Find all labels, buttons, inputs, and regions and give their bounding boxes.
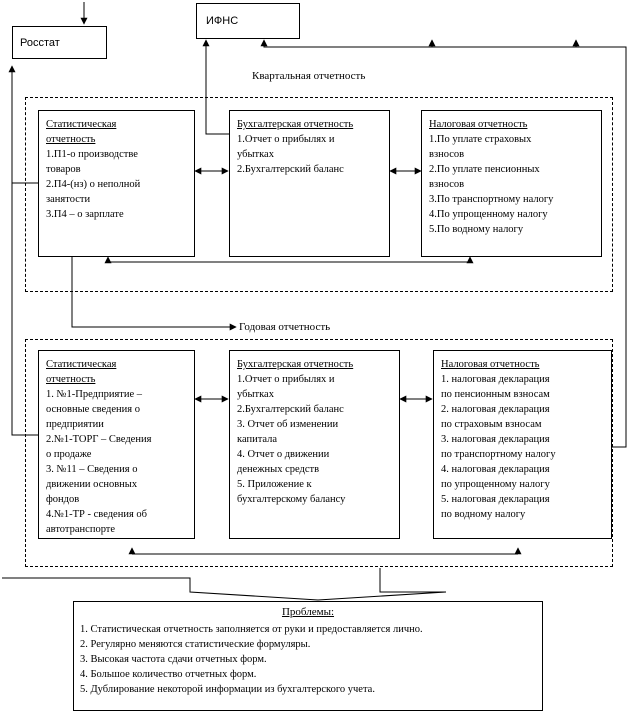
list-item: взносов: [429, 179, 465, 190]
quarterly-stat-card: [38, 110, 195, 257]
list-item: 3. Высокая частота сдачи отчетных форм.: [80, 654, 267, 665]
list-item: 5. налоговая декларация: [441, 494, 550, 505]
list-item: 1. Статистическая отчетность заполняется от руки и предоставляется лично.: [80, 624, 423, 635]
list-item: занятости: [46, 194, 91, 205]
list-item: автотранспорте: [46, 524, 116, 535]
list-item: товаров: [46, 164, 81, 175]
problems-box: [73, 601, 543, 711]
list-item: 1.П1-о производстве: [46, 149, 138, 160]
list-item: 2.П4-(нз) о неполной: [46, 179, 141, 190]
list-item: 5. Дублирование некоторой информации из бухгалтерского учета.: [80, 684, 375, 695]
list-item: 2.Бухгалтерский баланс: [237, 164, 344, 175]
annual-acct-card: [229, 350, 400, 539]
rosstat-label: Росстат: [20, 36, 60, 49]
list-item: 2. налоговая декларация: [441, 404, 550, 415]
card-title-l2: отчетность: [46, 134, 96, 145]
card-title-l1: Статистическая: [46, 119, 117, 130]
list-item: капитала: [237, 434, 278, 445]
list-item: 2. Регулярно меняются статистические формуляры.: [80, 639, 311, 650]
list-item: 4. налоговая декларация: [441, 464, 550, 475]
list-item: убытках: [237, 149, 274, 160]
list-item: основные сведения о: [46, 404, 140, 415]
list-item: 3.По транспортному налогу: [429, 194, 554, 205]
list-item: 4. Большое количество отчетных форм.: [80, 669, 257, 680]
list-item: о продаже: [46, 449, 92, 460]
card-title: Бухгалтерская отчетность: [237, 359, 354, 370]
list-item: 4. Отчет о движении: [237, 449, 330, 460]
list-item: по страховым взносам: [441, 419, 542, 430]
problems-title: Проблемы:: [281, 606, 335, 618]
list-item: денежных средств: [237, 464, 320, 475]
list-item: 3. №11 – Сведения о: [46, 464, 138, 475]
list-item: 1.Отчет о прибылях и: [237, 134, 335, 145]
list-item: 4.№1-ТР - сведения об: [46, 509, 148, 520]
list-item: 1. №1-Предприятие –: [46, 389, 143, 400]
list-item: 1.Отчет о прибылях и: [237, 374, 335, 385]
card-title-l1: Статистическая: [46, 359, 117, 370]
list-item: по водному налогу: [441, 509, 526, 520]
list-item: 5.По водному налогу: [429, 224, 524, 235]
card-title-l2: отчетность: [46, 374, 96, 385]
list-item: взносов: [429, 149, 465, 160]
annual-stat-card: [38, 350, 195, 539]
quarterly-tax-card: [421, 110, 602, 257]
quarterly-acct-card: [229, 110, 390, 257]
list-item: 4.По упрощенному налогу: [429, 209, 548, 220]
list-item: убытках: [237, 389, 274, 400]
list-item: 2.По уплате пенсионных: [429, 164, 540, 175]
list-item: фондов: [46, 494, 80, 505]
list-item: предприятии: [46, 419, 104, 430]
rosstat-box: [12, 26, 107, 59]
list-item: движении основных: [46, 479, 138, 490]
list-item: по транспортному налогу: [441, 449, 556, 460]
list-item: 5. Приложение к: [237, 479, 312, 490]
ifns-label: ИФНС: [206, 15, 239, 27]
list-item: 3.П4 – о зарплате: [46, 209, 124, 220]
list-item: 2.№1-ТОРГ – Сведения: [46, 434, 152, 445]
list-item: 1.По уплате страховых: [429, 134, 532, 145]
quarterly-label: Квартальная отчетность: [252, 70, 366, 82]
list-item: 2.Бухгалтерский баланс: [237, 404, 344, 415]
list-item: по пенсионным взносам: [441, 389, 550, 400]
annual-label: Годовая отчетность: [239, 321, 331, 333]
list-item: 3. налоговая декларация: [441, 434, 550, 445]
list-item: 1. налоговая декларация: [441, 374, 550, 385]
ifns-box: [196, 3, 300, 39]
card-title: Налоговая отчетность: [441, 359, 540, 370]
list-item: по упрощенному налогу: [441, 479, 550, 490]
card-title: Налоговая отчетность: [429, 119, 528, 130]
list-item: бухгалтерскому балансу: [237, 494, 346, 505]
list-item: 3. Отчет об изменении: [237, 419, 339, 430]
annual-tax-card: [433, 350, 612, 539]
big-arrow-to-problems: [2, 568, 446, 600]
card-title: Бухгалтерская отчетность: [237, 119, 354, 130]
